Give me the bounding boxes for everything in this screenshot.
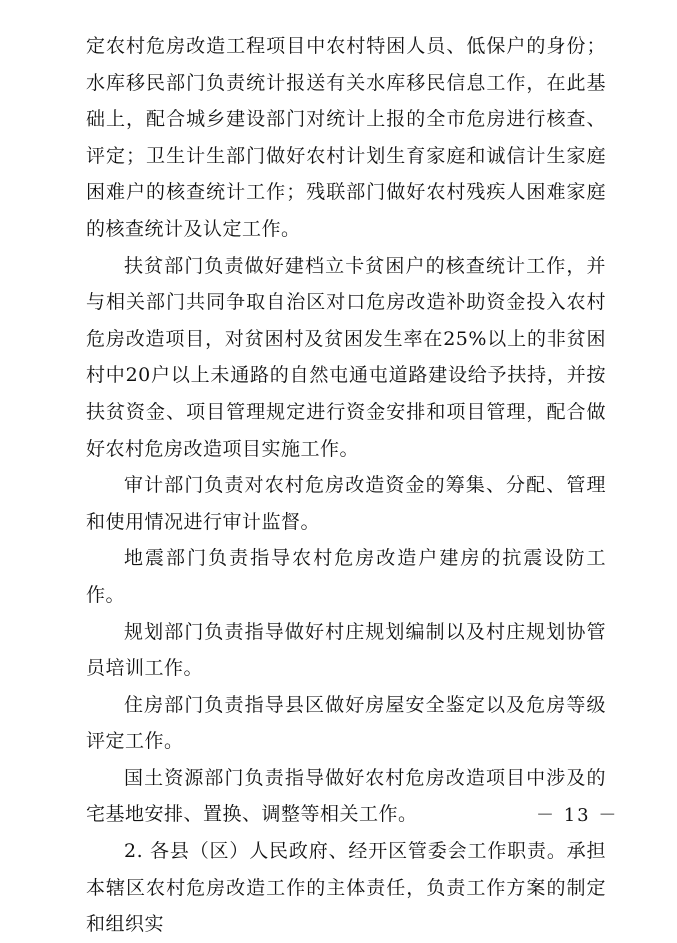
paragraph-poverty-alleviation: 扶贫部门负责做好建档立卡贫困户的核查统计工作，并与相关部门共同争取自治区对口危房改造补助资金投入农村危房改造项目，对贫困村及贫困发生率在25%以上的非贫困村中20户以上未通路的自然屯通屯道路建设给予扶持，并按扶贫资金、项目管理规定进行资金安排和项目管理，配合做好农村危房改造项目实施工作。 [86,254,606,460]
paragraph-land-resources: 国土资源部门负责指导做好农村危房改造项目中涉及的宅基地安排、置换、调整等相关工作。 [86,766,606,826]
paragraph-county-duties: 2. 各县（区）人民政府、经开区管委会工作职责。承担本辖区农村危房改造工作的主体责任，负责工作方案的制定和组织实 [86,840,606,936]
paragraph-audit: 审计部门负责对农村危房改造资金的筹集、分配、管理和使用情况进行审计监督。 [86,474,606,533]
page-number: － 13 － [536,805,619,826]
paragraph-housing: 住房部门负责指导县区做好房屋安全鉴定以及危房等级评定工作。 [86,693,606,753]
document-body [86,28,606,943]
paragraph-continuation: 定农村危房改造工程项目中农村特困人员、低保户的身份；水库移民部门负责统计报送有关水库移民信息工作，在此基础上，配合城乡建设部门对统计上报的全市危房进行核查、评定；卫生计生部门做好农村计划生育家庭和诚信计生家庭困难户的核查统计工作；残联部门做好农村残疾人困难家庭的核查统计及认定工作。 [86,35,606,240]
paragraph-earthquake: 地震部门负责指导农村危房改造户建房的抗震设防工作。 [86,547,606,606]
paragraph-planning: 规划部门负责指导做好村庄规划编制以及村庄规划协管员培训工作。 [86,620,606,680]
